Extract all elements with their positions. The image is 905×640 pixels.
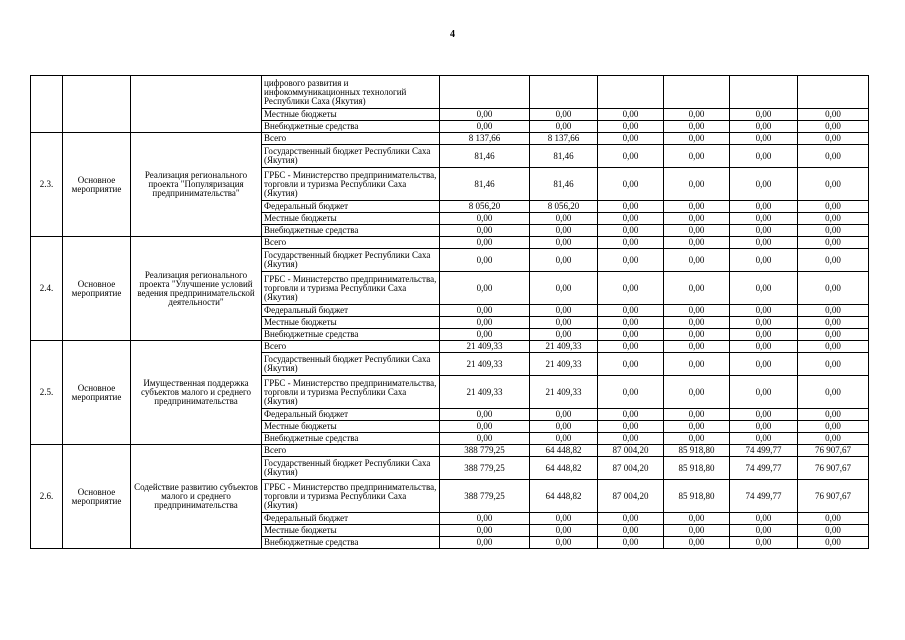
value-cell: 0,00 xyxy=(730,317,798,329)
value-cell: 0,00 xyxy=(440,121,530,133)
funding-source-cell: Всего xyxy=(262,445,440,457)
value-cell: 76 907,67 xyxy=(798,457,869,480)
value-cell: 0,00 xyxy=(730,329,798,341)
value-cell xyxy=(730,76,798,109)
row-type-cell xyxy=(63,76,131,133)
value-cell: 0,00 xyxy=(598,237,664,249)
value-cell: 0,00 xyxy=(530,421,598,433)
value-cell: 0,00 xyxy=(798,341,869,353)
value-cell: 0,00 xyxy=(798,376,869,409)
value-cell: 0,00 xyxy=(530,109,598,121)
value-cell: 0,00 xyxy=(598,305,664,317)
value-cell: 0,00 xyxy=(530,121,598,133)
funding-source-cell: Государственный бюджет Республики Саха (Якутия) xyxy=(262,145,440,168)
value-cell: 0,00 xyxy=(730,353,798,376)
value-cell: 21 409,33 xyxy=(440,353,530,376)
value-cell: 0,00 xyxy=(598,225,664,237)
row-number-cell xyxy=(31,76,63,133)
funding-source-cell: ГРБС - Министерство предпринимательства, торговли и туризма Республики Саха (Якутия) xyxy=(262,168,440,201)
value-cell: 0,00 xyxy=(664,121,730,133)
row-name-cell xyxy=(131,76,262,133)
value-cell: 0,00 xyxy=(530,513,598,525)
funding-source-cell: ГРБС - Министерство предпринимательства, торговли и туризма Республики Саха (Якутия) xyxy=(262,480,440,513)
item-type: Основное мероприятие xyxy=(63,445,131,549)
value-cell: 81,46 xyxy=(440,168,530,201)
value-cell: 0,00 xyxy=(798,237,869,249)
value-cell: 0,00 xyxy=(798,525,869,537)
value-cell: 0,00 xyxy=(440,409,530,421)
value-cell xyxy=(440,76,530,109)
funding-source-cell: Местные бюджеты xyxy=(262,213,440,225)
value-cell: 0,00 xyxy=(440,329,530,341)
value-cell: 85 918,80 xyxy=(664,480,730,513)
value-cell: 0,00 xyxy=(598,213,664,225)
value-cell: 0,00 xyxy=(664,305,730,317)
value-cell: 0,00 xyxy=(730,201,798,213)
value-cell: 0,00 xyxy=(530,225,598,237)
value-cell: 0,00 xyxy=(530,525,598,537)
value-cell: 0,00 xyxy=(798,133,869,145)
value-cell: 0,00 xyxy=(440,237,530,249)
value-cell xyxy=(530,76,598,109)
value-cell: 0,00 xyxy=(598,201,664,213)
value-cell: 74 499,77 xyxy=(730,480,798,513)
value-cell: 0,00 xyxy=(730,225,798,237)
value-cell xyxy=(664,76,730,109)
value-cell: 64 448,82 xyxy=(530,457,598,480)
value-cell: 21 409,33 xyxy=(440,376,530,409)
value-cell: 0,00 xyxy=(598,409,664,421)
funding-source-cell: Местные бюджеты xyxy=(262,525,440,537)
item-type: Основное мероприятие xyxy=(63,133,131,237)
value-cell: 0,00 xyxy=(664,145,730,168)
funding-source-cell: ГРБС - Министерство предпринимательства, торговли и туризма Республики Саха (Якутия) xyxy=(262,376,440,409)
value-cell: 0,00 xyxy=(798,329,869,341)
value-cell: 87 004,20 xyxy=(598,445,664,457)
value-cell: 0,00 xyxy=(598,421,664,433)
value-cell: 0,00 xyxy=(798,225,869,237)
value-cell: 0,00 xyxy=(530,317,598,329)
funding-source-cell: Федеральный бюджет xyxy=(262,513,440,525)
value-cell: 0,00 xyxy=(530,305,598,317)
value-cell: 0,00 xyxy=(798,272,869,305)
funding-source-cell: цифрового развития и инфокоммуникационных технологий Республики Саха (Якутия) xyxy=(262,76,440,109)
value-cell: 85 918,80 xyxy=(664,457,730,480)
value-cell: 87 004,20 xyxy=(598,480,664,513)
value-cell: 0,00 xyxy=(664,168,730,201)
value-cell: 0,00 xyxy=(730,409,798,421)
value-cell: 0,00 xyxy=(730,237,798,249)
value-cell: 0,00 xyxy=(598,121,664,133)
value-cell: 0,00 xyxy=(730,249,798,272)
value-cell: 87 004,20 xyxy=(598,457,664,480)
funding-source-cell: Федеральный бюджет xyxy=(262,409,440,421)
value-cell: 0,00 xyxy=(664,249,730,272)
value-cell: 0,00 xyxy=(440,525,530,537)
value-cell: 8 056,20 xyxy=(530,201,598,213)
value-cell: 8 137,66 xyxy=(440,133,530,145)
table-row xyxy=(31,341,869,353)
value-cell: 0,00 xyxy=(730,272,798,305)
value-cell: 74 499,77 xyxy=(730,445,798,457)
value-cell: 388 779,25 xyxy=(440,445,530,457)
value-cell: 0,00 xyxy=(730,133,798,145)
value-cell: 0,00 xyxy=(598,525,664,537)
value-cell: 0,00 xyxy=(598,329,664,341)
funding-source-cell: ГРБС - Министерство предпринимательства, торговли и туризма Республики Саха (Якутия) xyxy=(262,272,440,305)
value-cell: 0,00 xyxy=(664,109,730,121)
value-cell: 0,00 xyxy=(530,409,598,421)
funding-source-cell: Государственный бюджет Республики Саха (Якутия) xyxy=(262,457,440,480)
funding-source-cell: Всего xyxy=(262,133,440,145)
budget-table-body xyxy=(31,76,869,549)
item-number: 2.6. xyxy=(31,445,63,549)
value-cell: 0,00 xyxy=(440,421,530,433)
value-cell: 0,00 xyxy=(798,145,869,168)
value-cell: 0,00 xyxy=(730,213,798,225)
value-cell: 0,00 xyxy=(598,513,664,525)
value-cell: 21 409,33 xyxy=(530,341,598,353)
item-name: Реализация регионального проекта "Популяризация предпринимательства" xyxy=(131,133,262,237)
value-cell: 0,00 xyxy=(530,249,598,272)
value-cell: 0,00 xyxy=(664,513,730,525)
value-cell: 0,00 xyxy=(440,433,530,445)
value-cell: 0,00 xyxy=(664,409,730,421)
funding-source-cell: Внебюджетные средства xyxy=(262,225,440,237)
value-cell: 0,00 xyxy=(664,329,730,341)
funding-source-cell: Местные бюджеты xyxy=(262,317,440,329)
value-cell: 0,00 xyxy=(530,213,598,225)
value-cell: 76 907,67 xyxy=(798,445,869,457)
funding-source-cell: Местные бюджеты xyxy=(262,109,440,121)
value-cell: 0,00 xyxy=(798,305,869,317)
item-name: Реализация регионального проекта "Улучшение условий ведения предпринимательской деятельности" xyxy=(131,237,262,341)
value-cell: 81,46 xyxy=(530,145,598,168)
value-cell: 0,00 xyxy=(598,537,664,549)
value-cell: 8 056,20 xyxy=(440,201,530,213)
value-cell: 0,00 xyxy=(730,433,798,445)
value-cell: 0,00 xyxy=(798,213,869,225)
value-cell: 0,00 xyxy=(598,317,664,329)
value-cell: 0,00 xyxy=(730,341,798,353)
funding-source-cell: Всего xyxy=(262,237,440,249)
value-cell: 0,00 xyxy=(598,109,664,121)
funding-source-cell: Внебюджетные средства xyxy=(262,121,440,133)
funding-source-cell: Местные бюджеты xyxy=(262,421,440,433)
value-cell: 0,00 xyxy=(730,305,798,317)
value-cell: 8 137,66 xyxy=(530,133,598,145)
value-cell: 0,00 xyxy=(598,376,664,409)
value-cell: 0,00 xyxy=(798,249,869,272)
value-cell: 0,00 xyxy=(664,537,730,549)
value-cell xyxy=(798,76,869,109)
funding-source-cell: Федеральный бюджет xyxy=(262,201,440,213)
value-cell: 0,00 xyxy=(798,353,869,376)
value-cell: 0,00 xyxy=(664,525,730,537)
value-cell: 0,00 xyxy=(730,109,798,121)
table-row xyxy=(31,237,869,249)
value-cell: 0,00 xyxy=(440,317,530,329)
value-cell: 388 779,25 xyxy=(440,480,530,513)
funding-source-cell: Внебюджетные средства xyxy=(262,329,440,341)
value-cell: 81,46 xyxy=(440,145,530,168)
value-cell: 0,00 xyxy=(798,201,869,213)
value-cell: 0,00 xyxy=(730,376,798,409)
value-cell: 0,00 xyxy=(440,225,530,237)
table-row xyxy=(31,76,869,109)
value-cell: 0,00 xyxy=(730,121,798,133)
value-cell: 0,00 xyxy=(798,317,869,329)
funding-source-cell: Государственный бюджет Республики Саха (Якутия) xyxy=(262,249,440,272)
value-cell: 0,00 xyxy=(664,353,730,376)
value-cell: 0,00 xyxy=(664,225,730,237)
funding-source-cell: Внебюджетные средства xyxy=(262,433,440,445)
item-name: Имущественная поддержка субъектов малого и среднего предпринимательства xyxy=(131,341,262,445)
value-cell: 21 409,33 xyxy=(530,353,598,376)
funding-source-cell: Всего xyxy=(262,341,440,353)
value-cell: 74 499,77 xyxy=(730,457,798,480)
value-cell: 0,00 xyxy=(440,513,530,525)
value-cell: 0,00 xyxy=(730,537,798,549)
value-cell: 64 448,82 xyxy=(530,480,598,513)
value-cell: 0,00 xyxy=(664,201,730,213)
value-cell: 0,00 xyxy=(530,237,598,249)
item-number: 2.5. xyxy=(31,341,63,445)
item-type: Основное мероприятие xyxy=(63,237,131,341)
value-cell: 0,00 xyxy=(664,237,730,249)
value-cell: 76 907,67 xyxy=(798,480,869,513)
value-cell: 0,00 xyxy=(730,168,798,201)
value-cell: 0,00 xyxy=(440,249,530,272)
value-cell: 0,00 xyxy=(598,168,664,201)
value-cell: 0,00 xyxy=(798,121,869,133)
budget-table xyxy=(30,75,869,549)
value-cell: 0,00 xyxy=(598,249,664,272)
item-number: 2.3. xyxy=(31,133,63,237)
value-cell: 0,00 xyxy=(798,421,869,433)
item-number: 2.4. xyxy=(31,237,63,341)
value-cell: 0,00 xyxy=(440,272,530,305)
value-cell: 81,46 xyxy=(530,168,598,201)
value-cell: 388 779,25 xyxy=(440,457,530,480)
value-cell: 64 448,82 xyxy=(530,445,598,457)
value-cell: 0,00 xyxy=(598,133,664,145)
value-cell: 0,00 xyxy=(798,513,869,525)
value-cell: 0,00 xyxy=(730,421,798,433)
value-cell: 0,00 xyxy=(730,145,798,168)
value-cell: 0,00 xyxy=(798,109,869,121)
value-cell: 0,00 xyxy=(798,537,869,549)
value-cell: 0,00 xyxy=(440,109,530,121)
value-cell: 0,00 xyxy=(730,525,798,537)
value-cell: 0,00 xyxy=(530,537,598,549)
value-cell: 0,00 xyxy=(664,272,730,305)
funding-source-cell: Внебюджетные средства xyxy=(262,537,440,549)
value-cell: 0,00 xyxy=(664,341,730,353)
page-number: 4 xyxy=(450,29,455,40)
funding-source-cell: Федеральный бюджет xyxy=(262,305,440,317)
value-cell: 0,00 xyxy=(598,272,664,305)
value-cell: 21 409,33 xyxy=(530,376,598,409)
value-cell: 0,00 xyxy=(730,513,798,525)
value-cell: 0,00 xyxy=(440,305,530,317)
value-cell: 0,00 xyxy=(530,329,598,341)
value-cell: 0,00 xyxy=(798,168,869,201)
value-cell: 0,00 xyxy=(664,421,730,433)
value-cell: 0,00 xyxy=(440,537,530,549)
value-cell: 0,00 xyxy=(664,376,730,409)
value-cell xyxy=(598,76,664,109)
value-cell: 0,00 xyxy=(598,145,664,168)
value-cell: 0,00 xyxy=(664,433,730,445)
value-cell: 0,00 xyxy=(798,409,869,421)
value-cell: 0,00 xyxy=(530,272,598,305)
value-cell: 0,00 xyxy=(530,433,598,445)
table-row xyxy=(31,133,869,145)
value-cell: 0,00 xyxy=(798,433,869,445)
value-cell: 21 409,33 xyxy=(440,341,530,353)
value-cell: 0,00 xyxy=(664,133,730,145)
funding-source-cell: Государственный бюджет Республики Саха (Якутия) xyxy=(262,353,440,376)
value-cell: 85 918,80 xyxy=(664,445,730,457)
value-cell: 0,00 xyxy=(664,213,730,225)
value-cell: 0,00 xyxy=(664,317,730,329)
value-cell: 0,00 xyxy=(598,433,664,445)
value-cell: 0,00 xyxy=(598,353,664,376)
item-name: Содействие развитию субъектов малого и среднего предпринимательства xyxy=(131,445,262,549)
item-type: Основное мероприятие xyxy=(63,341,131,445)
value-cell: 0,00 xyxy=(598,341,664,353)
table-row xyxy=(31,445,869,457)
value-cell: 0,00 xyxy=(440,213,530,225)
